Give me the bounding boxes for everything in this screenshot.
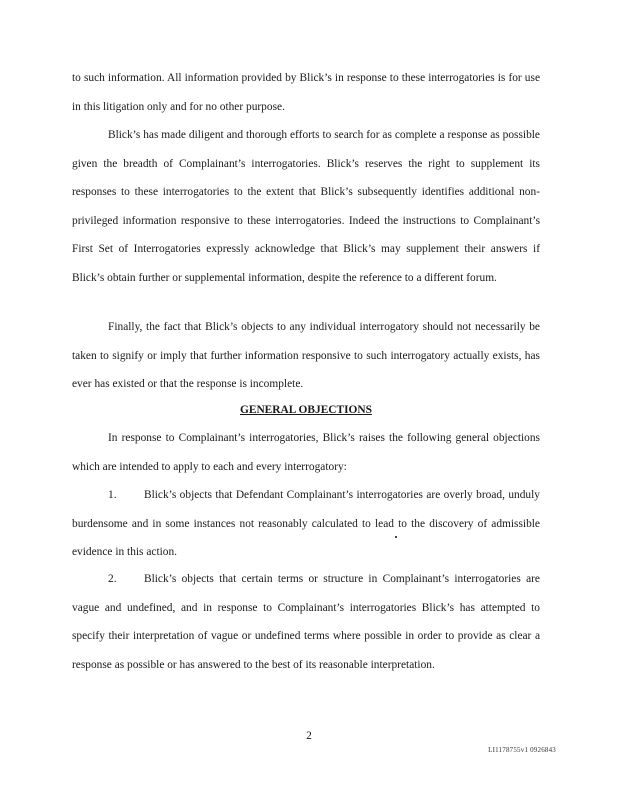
scan-speck	[395, 536, 397, 538]
document-id: LI1178755v1 0926843	[488, 746, 556, 754]
objection-item	[72, 565, 540, 679]
objection-item	[72, 481, 540, 567]
section-heading: GENERAL OBJECTIONS	[240, 404, 372, 416]
objection-number: 1.	[108, 489, 117, 501]
paragraph-objections-intro: In response to Complainant’s interrogatories, Blick’s raises the following general objections which are intended to apply to each and every interrogatory:	[72, 432, 540, 473]
objection-text: Blick’s objects that certain terms or structure in Complainant’s interrogatories are vague and undefined, and in response to Complainant’s interrogatories Blick’s has attempted to specify their interpretation of vague or undefined terms where possible in order to provide as clear a response as possible or has answered to the best of its reasonable interpretation.	[72, 573, 540, 671]
page-number: 2	[306, 730, 312, 742]
lead-paragraph: to such information. All information provided by Blick’s in response to these interrogatories is for use in this litigation only and for no other purpose.	[72, 72, 540, 113]
objection-number: 2.	[108, 573, 117, 585]
paragraph-no-implication: Finally, the fact that Blick’s objects to any individual interrogatory should not necessarily be taken to signify or imply that further information responsive to such interrogatory actually exists, has ever has existed or that the response is incomplete.	[72, 321, 540, 391]
objection-text: Blick’s objects that Defendant Complainant’s interrogatories are overly broad, unduly burdensome and in some instances not reasonably calculated to lead to the discovery of admissible evidence in this action.	[72, 489, 540, 559]
paragraph-supplement-reservation: Blick’s has made diligent and thorough efforts to search for as complete a response as possible given the breadth of Complainant’s interrogatories. Blick’s reserves the right to supplement its responses to these interrogatories to the extent that Blick’s subsequently identifies additional non-privileged information responsive to these interrogatories. Indeed the instructions to Complainant’s First Set of Interrogatories expressly acknowledge that Blick’s may supplement their answers if Blick’s obtain further or supplemental information, despite the reference to a different forum.	[72, 129, 540, 284]
